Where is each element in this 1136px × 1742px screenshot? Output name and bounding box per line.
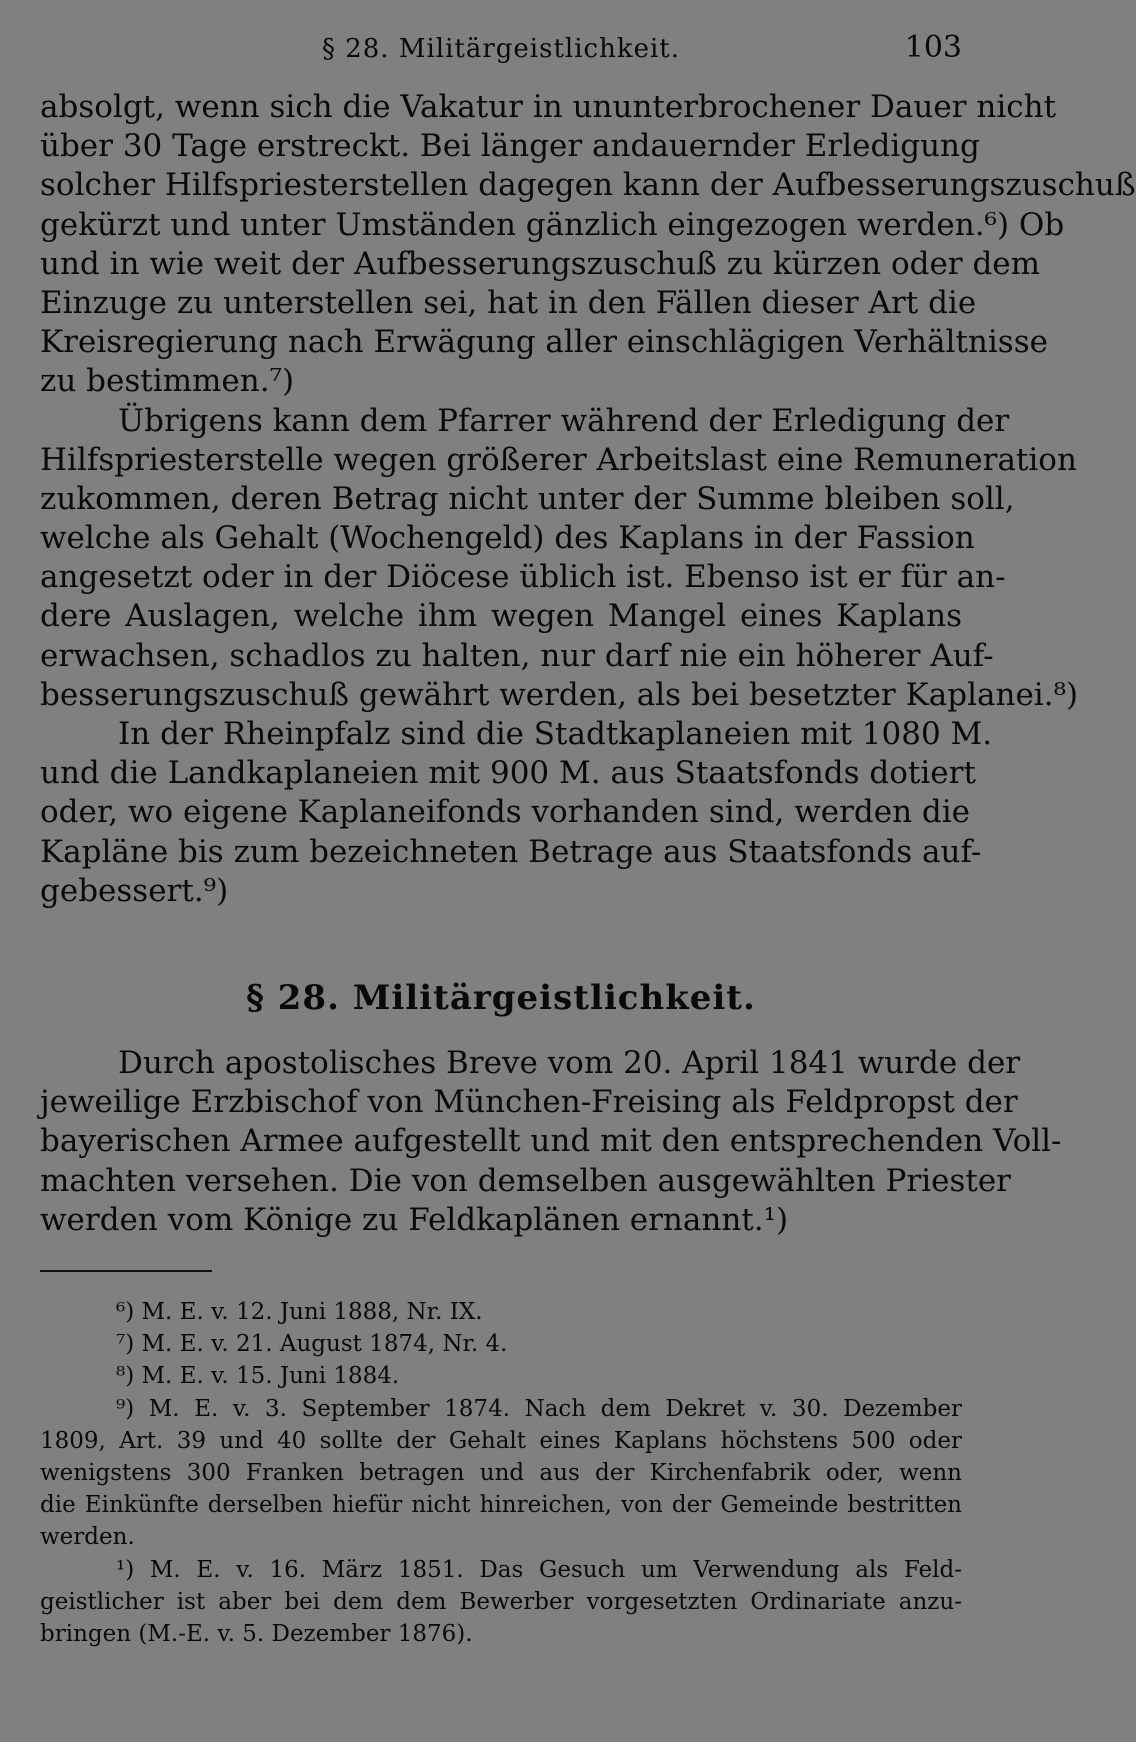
main-text [40, 88, 1136, 911]
text-line: oder, wo eigene Kaplaneifonds vorhanden sind, werden die [40, 794, 971, 831]
paragraph-rheinpfalz [40, 715, 993, 911]
text-line: zukommen, deren Betrag nicht unter der Summe bleiben soll, [40, 480, 1015, 517]
footnote-line: die Einkünfte derselben hiefür nicht hinreichen, von der Gemeinde bestritten [40, 1492, 962, 1519]
footnotes [40, 1296, 962, 1650]
footnote-6: ⁶) M. E. v. 12. Juni 1888, Nr. IX. [116, 1299, 483, 1325]
text-line: solcher Hilfspriesterstellen dagegen kann der Aufbesserungszuschuß [40, 167, 1136, 204]
text-line: machten versehen. Die von demselben ausgewählten Priester [40, 1162, 1012, 1199]
text-line: werden vom Könige zu Feldkaplänen ernannt.¹) [40, 1201, 789, 1238]
text-line: Kreisregierung nach Erwägung aller einschlägigen Verhältnisse [40, 324, 1048, 361]
text-line: besserungszuschuß gewährt werden, als bei besetzter Kaplanei.⁸) [40, 676, 1079, 713]
text-line: Übrigens kann dem Pfarrer während der Erledigung der [118, 402, 1010, 439]
text-line: angesetzt oder in der Diöcese üblich ist. Ebenso ist er für an- [40, 559, 1006, 596]
section-paragraph [40, 1044, 1062, 1240]
text-line: Hilfspriesterstelle wegen größerer Arbeitslast eine Remuneration [40, 441, 1077, 478]
running-header [40, 30, 962, 70]
paragraph-continuation [40, 88, 1136, 402]
text-line: erwachsen, schadlos zu halten, nur darf nie ein höherer Auf- [40, 637, 994, 674]
footnote-1 [40, 1554, 962, 1651]
footnote-line: bringen (M.-E. v. 5. Dezember 1876). [40, 1620, 473, 1647]
text-line: In der Rheinpfalz sind die Stadtkaplaneien mit 1080 M. [118, 716, 993, 752]
text-line: zu bestimmen.⁷) [40, 363, 295, 400]
text-line: Kapläne bis zum bezeichneten Betrage aus Staatsfonds auf- [40, 833, 982, 870]
paragraph-remuneration [40, 402, 1079, 716]
text-line: gebessert.⁹) [40, 872, 229, 909]
text-line: über 30 Tage erstreckt. Bei länger andauernder Erledigung [40, 128, 980, 165]
text-line: welche als Gehalt (Wochengeld) des Kaplans in der Fassion [40, 520, 975, 557]
running-header-title: § 28. Militärgeistlichkeit. [321, 34, 681, 64]
footnote-8: ⁸) M. E. v. 15. Juni 1884. [116, 1363, 400, 1390]
text-line: Durch apostolisches Breve vom 20. April 1841 wurde der [118, 1045, 1021, 1081]
footnote-line: werden. [40, 1524, 135, 1551]
footnote-line: wenigstens 300 Franken betragen und aus der Kirchenfabrik oder, wenn [40, 1459, 962, 1486]
footnote-7: ⁷) M. E. v. 21. August 1874, Nr. 4. [116, 1331, 508, 1358]
text-line: und in wie weit der Aufbesserungszuschuß zu kürzen oder dem [40, 245, 1041, 282]
text-line: dere Auslagen, welche ihm wegen Mangel eines Kaplans [40, 598, 962, 635]
text-line: Einzuge zu unterstellen sei, hat in den Fällen dieser Art die [40, 284, 977, 321]
footnote-line: ⁹) M. E. v. 3. September 1874. Nach dem Dekret v. 30. Dezember [116, 1395, 962, 1422]
footnote-line: geistlicher ist aber bei dem dem Bewerber vorgesetzten Ordinariate anzu- [40, 1588, 962, 1615]
footnote-9 [40, 1393, 962, 1554]
text-line: und die Landkaplaneien mit 900 M. aus Staatsfonds dotiert [40, 755, 976, 792]
section-heading: § 28. Militärgeistlichkeit. [246, 978, 756, 1018]
footnote-line: ¹) M. E. v. 16. März 1851. Das Gesuch um Verwendung als Feld- [116, 1556, 962, 1583]
footnote-line: 1809, Art. 39 und 40 sollte der Gehalt eines Kaplans höchstens 500 oder [40, 1427, 962, 1454]
text-line: gekürzt und unter Umständen gänzlich eingezogen werden.⁶) Ob [40, 206, 1065, 243]
page-number: 103 [904, 30, 962, 65]
text-line: bayerischen Armee aufgestellt und mit den entsprechenden Voll- [40, 1123, 1062, 1160]
text-line: jeweilige Erzbischof von München-Freising als Feldpropst der [40, 1084, 1018, 1121]
footnote-divider [40, 1270, 212, 1272]
text-line: absolgt, wenn sich die Vakatur in ununterbrochener Dauer nicht [40, 89, 1057, 125]
